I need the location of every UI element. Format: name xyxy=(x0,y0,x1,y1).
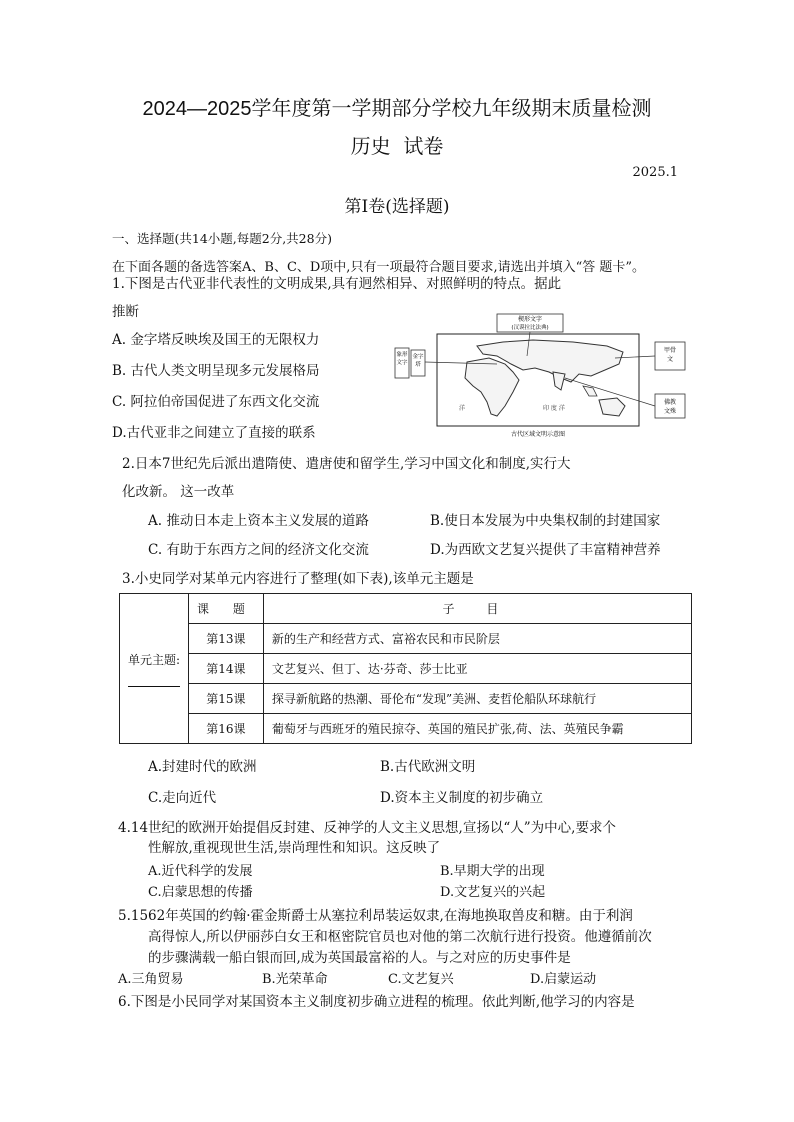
q1-stem-line2: 推断 xyxy=(112,304,139,320)
q3-option-d: D.资本主义制度的初步确立 xyxy=(380,790,544,806)
q4-option-b: B.早期大学的出现 xyxy=(440,864,545,879)
exam-subject: 历史 试卷 xyxy=(350,134,444,158)
map-label-hammurabi: (汉谟拉比法典) xyxy=(511,325,549,331)
q3-option-a: A.封建时代的欧洲 xyxy=(148,759,257,775)
lesson-cell: 第14课 xyxy=(189,654,264,684)
q1-option-c: C. 阿拉伯帝国促进了东西文化交流 xyxy=(112,394,320,410)
header-lesson: 课 题 xyxy=(189,594,264,624)
exam-date: 2025.1 xyxy=(632,165,678,180)
exam-title: 2024—2025学年度第一学期部分学校九年级期末质量检测 xyxy=(142,98,652,120)
q5-stem-line2: 高得惊人,所以伊丽莎白女王和枢密院官员也对他的第二次航行进行投资。他遵循前次 xyxy=(148,929,652,945)
map-label-hieroglyph: 象形文字 xyxy=(396,352,408,366)
q4-stem-line2: 性解放,重视现世生活,崇尚理性和知识。这反映了 xyxy=(148,840,441,856)
item-cell: 葡萄牙与西班牙的殖民掠夺、英国的殖民扩张,荷、法、英殖民争霸 xyxy=(263,714,691,744)
q5-option-b: B.光荣革命 xyxy=(262,972,328,987)
map-label-cuneiform: 楔形文字 xyxy=(517,316,543,323)
unit-theme-blank xyxy=(128,686,180,687)
q2-option-c: C. 有助于东西方之间的经济文化交流 xyxy=(148,542,369,558)
map-caption: 古代区域文明示意图 xyxy=(510,431,566,438)
unit-summary-table xyxy=(119,593,692,744)
q2-stem-line1: 2.日本7世纪先后派出遣隋使、遣唐使和留学生,学习中国文化和制度,实行大 xyxy=(122,456,571,472)
q3-stem: 3.小史同学对某单元内容进行了整理(如下表),该单元主题是 xyxy=(122,571,474,587)
q1-option-a: A. 金字塔反映埃及国王的无限权力 xyxy=(112,332,320,348)
q5-stem-line1: 5.1562年英国的约翰·霍金斯爵士从塞拉利昂装运奴隶,在海地换取兽皮和糖。由于利润 xyxy=(118,908,633,924)
table-row xyxy=(120,684,692,714)
map-label-buddhism: 佛教文殊 xyxy=(663,399,677,415)
section-heading: 一、选择题(共14小题,每题2分,共28分) xyxy=(112,231,332,246)
q4-option-a: A.近代科学的发展 xyxy=(148,864,253,879)
map-sea-label-2: 印 度 洋 xyxy=(543,405,565,412)
q2-stem-line2: 化改新。 这一改革 xyxy=(122,484,235,500)
q4-option-c: C.启蒙思想的传播 xyxy=(148,885,253,900)
q6-stem: 6.下图是小民同学对某国资本主义制度初步确立进程的梳理。依此判断,他学习的内容是 xyxy=(118,994,635,1010)
map-label-oracle-bone: 甲骨文 xyxy=(663,347,677,363)
lesson-cell: 第15课 xyxy=(189,684,264,714)
table-header-row xyxy=(120,594,692,624)
item-cell: 探寻新航路的热潮、哥伦布“发现”美洲、麦哲伦船队环球航行 xyxy=(263,684,691,714)
q4-option-d: D.文艺复兴的兴起 xyxy=(440,885,546,900)
q1-stem-line1: 1.下图是古代亚非代表性的文明成果,具有迥然相异、对照鲜明的特点。据此 xyxy=(112,276,562,292)
q5-option-a: A.三角贸易 xyxy=(118,972,184,987)
unit-theme-label: 单元主题: xyxy=(127,652,181,667)
q5-stem-line3: 的步骤满载一船白银而回,成为英国最富裕的人。与之对应的历史事件是 xyxy=(148,950,571,966)
map-label-pyramid: 金字塔 xyxy=(412,354,424,368)
section-instruction: 在下面各题的备选答案A、B、C、D项中,只有一项最符合题目要求,请选出并填入“答 题卡”。 xyxy=(112,260,646,275)
ancient-civilization-map xyxy=(393,312,691,440)
item-cell: 文艺复兴、但丁、达·芬奇、莎士比亚 xyxy=(263,654,691,684)
map-sea-label-1: 洋 xyxy=(459,405,466,412)
q4-stem-line1: 4.14世纪的欧洲开始提倡反封建、反神学的人文主义思想,宣扬以“人”为中心,要求个 xyxy=(118,820,616,836)
q3-option-b: B.古代欧洲文明 xyxy=(380,759,476,775)
q1-option-b: B. 古代人类文明呈现多元发展格局 xyxy=(112,363,320,379)
q3-option-c: C.走向近代 xyxy=(148,790,217,806)
lesson-cell: 第13课 xyxy=(189,624,264,654)
q5-option-c: C.文艺复兴 xyxy=(388,972,454,987)
table-row xyxy=(120,624,692,654)
q2-option-b: B.使日本发展为中央集权制的封建国家 xyxy=(430,513,661,529)
lesson-cell: 第16课 xyxy=(189,714,264,744)
q2-option-a: A. 推动日本走上资本主义发展的道路 xyxy=(148,513,369,529)
q5-option-d: D.启蒙运动 xyxy=(530,972,597,987)
unit-theme-cell xyxy=(120,594,189,744)
item-cell: 新的生产和经营方式、富裕农民和市民阶层 xyxy=(263,624,691,654)
world-map-figure xyxy=(393,312,691,440)
header-item: 子 目 xyxy=(263,594,691,624)
q2-option-d: D.为西欧文艺复兴提供了丰富精神营养 xyxy=(430,542,661,558)
table-row xyxy=(120,714,692,744)
part-heading: 第Ⅰ卷(选择题) xyxy=(344,197,450,217)
table-row xyxy=(120,654,692,684)
q1-option-d: D.古代亚非之间建立了直接的联系 xyxy=(112,425,316,441)
